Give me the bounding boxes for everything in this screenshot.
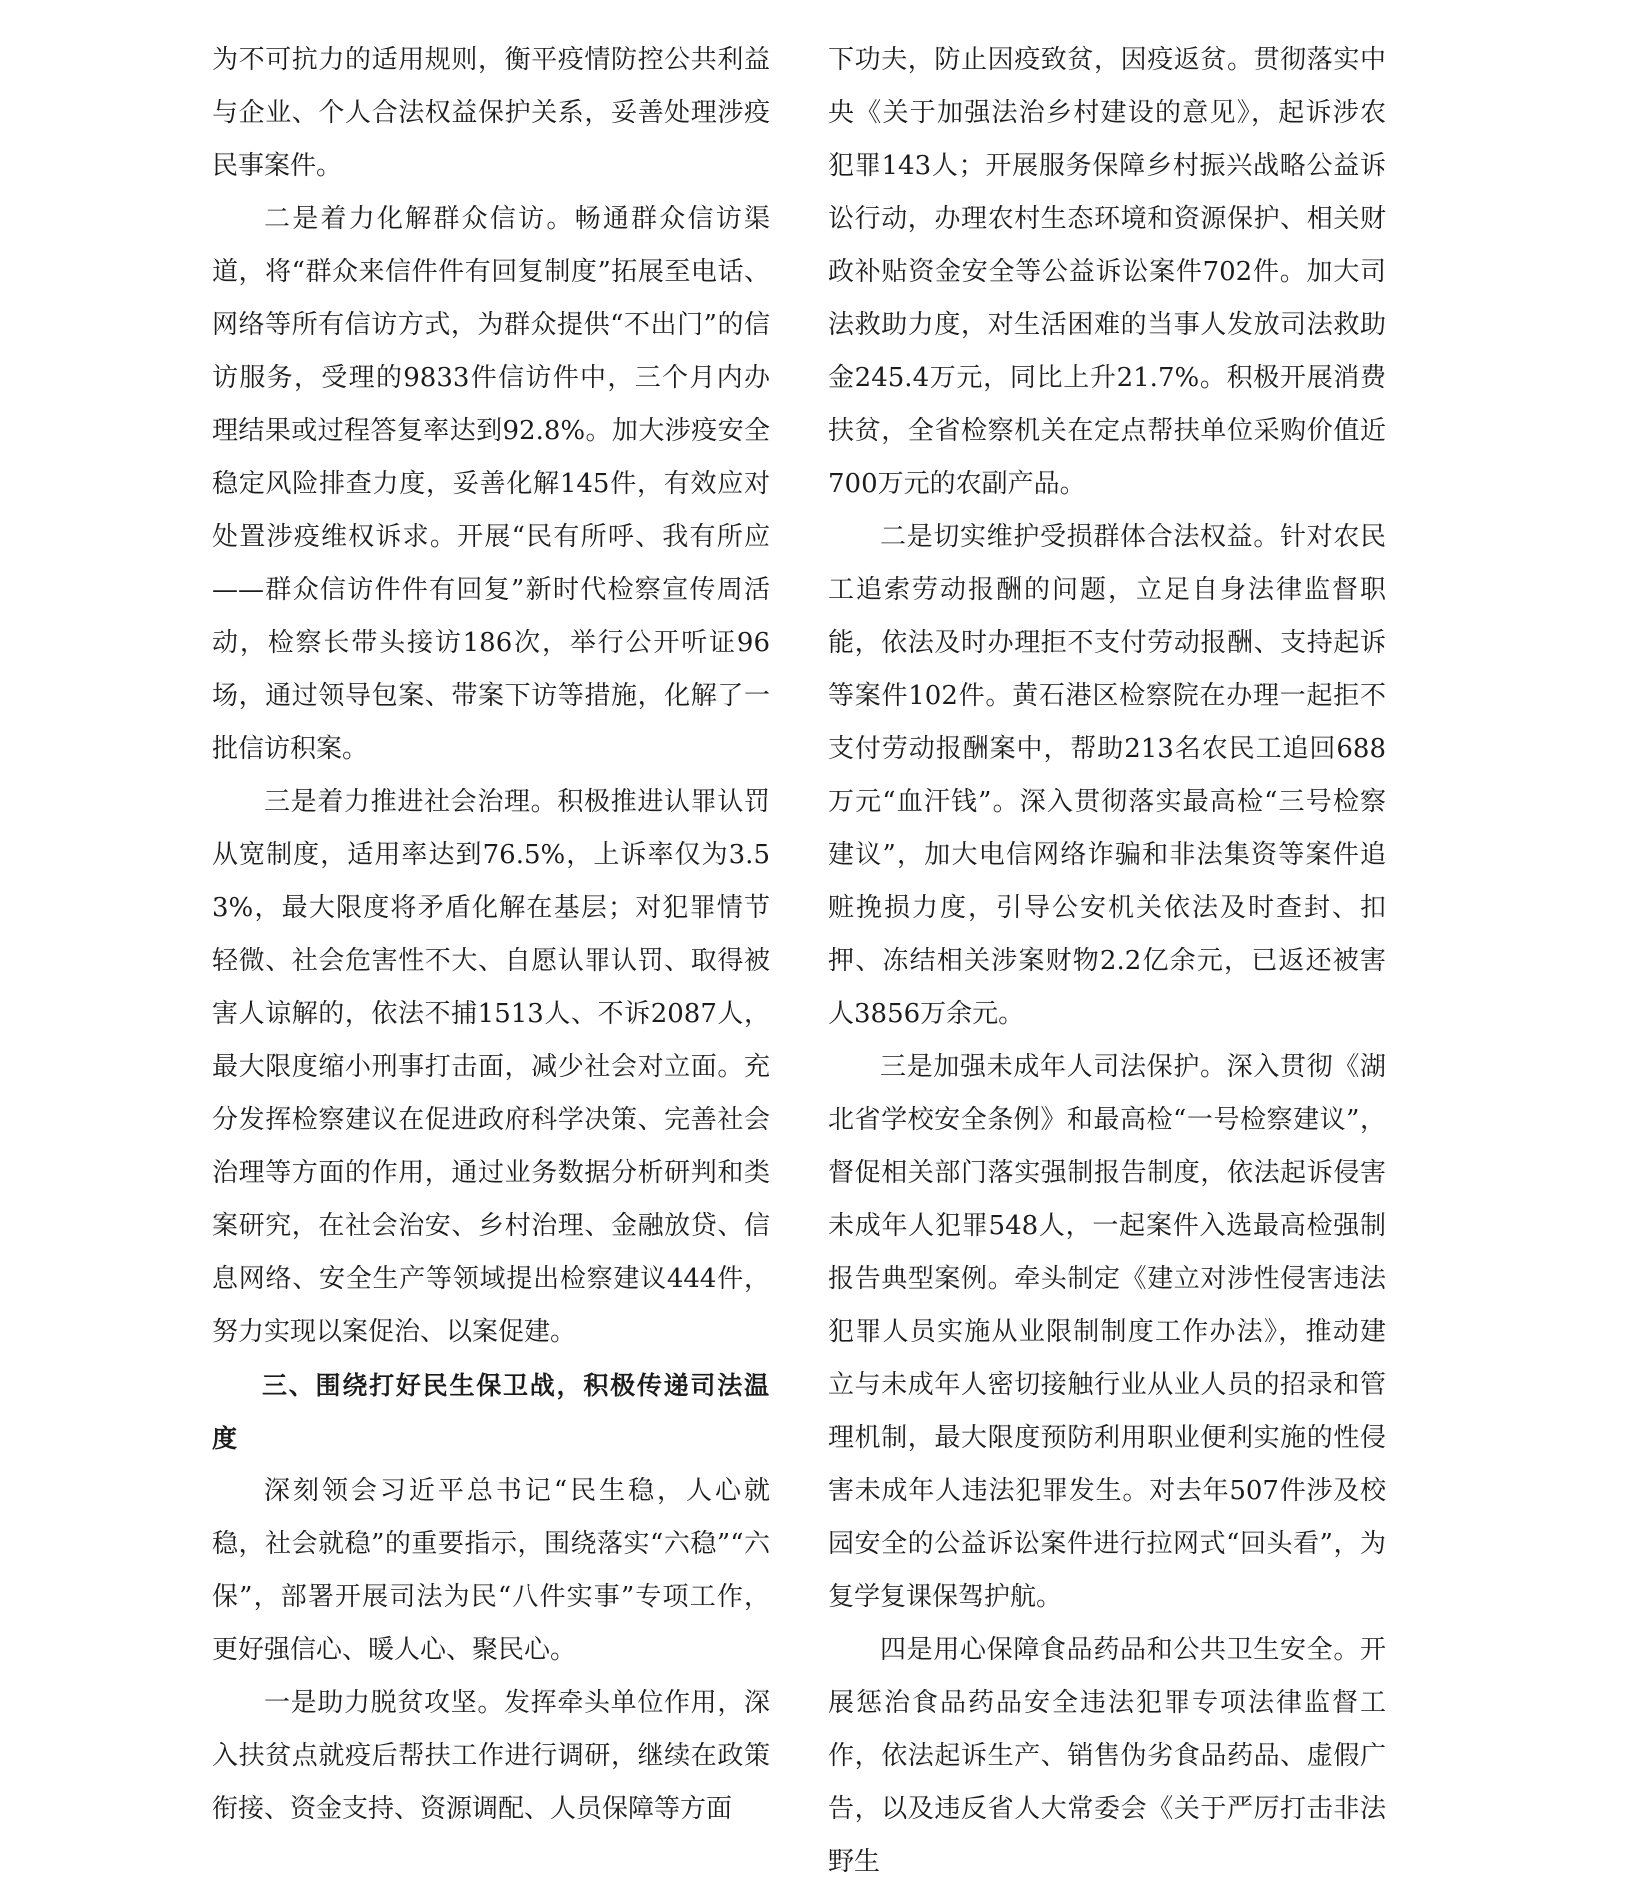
left-column [212,34,770,1836]
paragraph: 为不可抗力的适用规则，衡平疫情防控公共利益与企业、个人合法权益保护关系，妥善处理涉疫民事案件。 [212,45,770,181]
paragraph: 深刻领会习近平总书记“民生稳，人心就稳，社会就稳”的重要指示，围绕落实“六稳”“六保”，部署开展司法为民“八件实事”专项工作，更好强信心、暖人心、聚民心。 [212,1476,770,1665]
paragraph: 下功夫，防止因疫致贫，因疫返贫。贯彻落实中央《关于加强法治乡村建设的意见》，起诉涉农犯罪143人；开展服务保障乡村振兴战略公益诉讼行动，办理农村生态环境和资源保护、相关财政补贴资金安全等公益诉讼案件702件。加大司法救助力度，对生活困难的当事人发放司法救助金245.4万元，同比上升21.7%。积极开展消费扶贫，全省检察机关在定点帮扶单位采购价值近700万元的农副产品。 [828,45,1386,499]
paragraph: 三是加强未成年人司法保护。深入贯彻《湖北省学校安全条例》和最高检“一号检察建议”，督促相关部门落实强制报告制度，依法起诉侵害未成年人犯罪548人，一起案件入选最高检强制报告典型案例。牵头制定《建立对涉性侵害违法犯罪人员实施从业限制制度工作办法》，推动建立与未成年人密切接触行业从业人员的招录和管理机制，最大限度预防利用职业便利实施的性侵害未成年人违法犯罪发生。对去年507件涉及校园安全的公益诉讼案件进行拉网式“回头看”，为复学复课保驾护航。 [828,1052,1386,1612]
paragraph: 二是切实维护受损群体合法权益。针对农民工追索劳动报酬的问题，立足自身法律监督职能，依法及时办理拒不支付劳动报酬、支持起诉等案件102件。黄石港区检察院在办理一起拒不支付劳动报酬案中，帮助213名农民工追回688万元“血汗钱”。深入贯彻落实最高检“三号检察建议”，加大电信网络诈骗和非法集资等案件追赃挽损力度，引导公安机关依法及时查封、扣押、冻结相关涉案财物2.2亿余元，已返还被害人3856万余元。 [828,522,1386,1029]
section-heading: 三、围绕打好民生保卫战，积极传递司法温度 [212,1371,770,1453]
paragraph: 四是用心保障食品药品和公共卫生安全。开展惩治食品药品安全违法犯罪专项法律监督工作，依法起诉生产、销售伪劣食品药品、虚假广告，以及违反省人大常委会《关于严厉打击非法野生 [828,1635,1386,1877]
paragraph: 一是助力脱贫攻坚。发挥牵头单位作用，深入扶贫点就疫后帮扶工作进行调研，继续在政策衔接、资金支持、资源调配、人员保障等方面 [212,1688,770,1824]
paragraph: 三是着力推进社会治理。积极推进认罪认罚从宽制度，适用率达到76.5%，上诉率仅为3.53%，最大限度将矛盾化解在基层；对犯罪情节轻微、社会危害性不大、自愿认罪认罚、取得被害人谅解的，依法不捕1513人、不诉2087人，最大限度缩小刑事打击面，减少社会对立面。充分发挥检察建议在促进政府科学决策、完善社会治理等方面的作用，通过业务数据分析研判和类案研究，在社会治安、乡村治理、金融放贷、信息网络、安全生产等领域提出检察建议444件，努力实现以案促治、以案促建。 [212,787,770,1347]
right-column [828,34,1386,1889]
paragraph: 二是着力化解群众信访。畅通群众信访渠道，将“群众来信件件有回复制度”拓展至电话、网络等所有信访方式，为群众提供“不出门”的信访服务，受理的9833件信访件中，三个月内办理结果或过程答复率达到92.8%。加大涉疫安全稳定风险排查力度，妥善化解145件，有效应对处置涉疫维权诉求。开展“民有所呼、我有所应——群众信访件件有回复”新时代检察宣传周活动，检察长带头接访186次，举行公开听证96场，通过领导包案、带案下访等措施，化解了一批信访积案。 [212,204,770,764]
